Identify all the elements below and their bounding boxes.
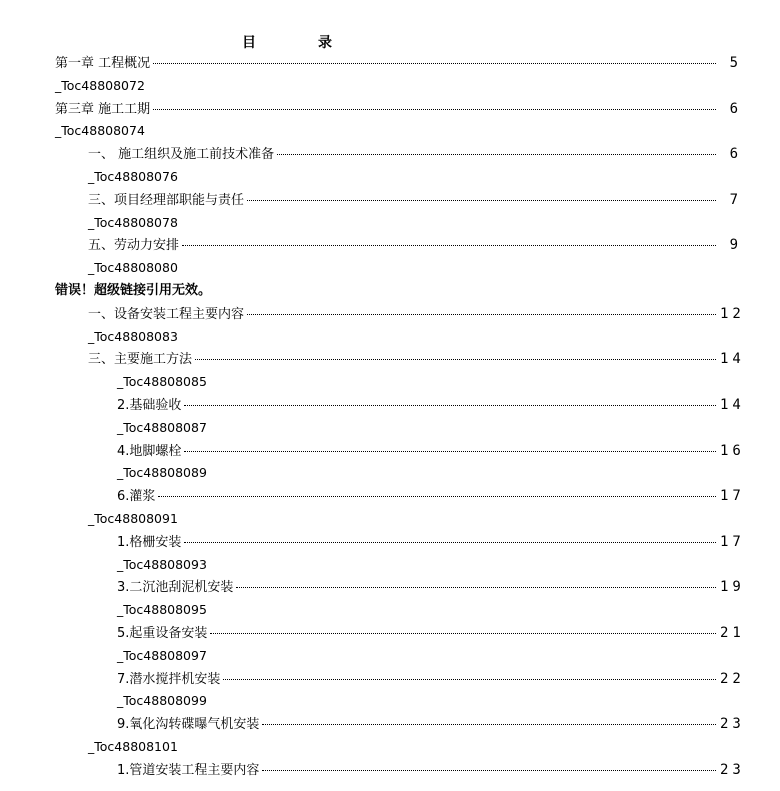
toc-entry-link[interactable]	[117, 668, 745, 692]
toc-entry-label: 第三章 施工工期	[55, 101, 151, 117]
toc-entry-link[interactable]	[117, 485, 745, 509]
toc-anchor-field-code: _Toc48808097	[117, 647, 207, 663]
toc-entry-link[interactable]	[117, 713, 745, 737]
toc-row	[0, 234, 780, 257]
toc-row	[0, 622, 780, 645]
toc-row	[0, 98, 780, 121]
toc-anchor-field-code: _Toc48808085	[117, 374, 207, 390]
toc-anchor-field-code: _Toc48808078	[88, 214, 178, 230]
toc-row	[0, 257, 780, 280]
dot-leader	[182, 231, 716, 246]
toc-row	[0, 531, 780, 554]
toc-anchor-field-code: _Toc48808076	[88, 168, 178, 184]
toc-row	[0, 348, 780, 371]
toc-row	[0, 52, 780, 75]
toc-entry-label: 9.氧化沟转碟曝气机安装	[117, 717, 260, 733]
toc-page-number: 16	[720, 442, 745, 459]
hyperlink-error-message: 错误！超级链接引用无效。	[55, 282, 212, 298]
dot-leader	[262, 710, 716, 725]
dot-leader	[184, 528, 716, 543]
toc-anchor-field-code: _Toc48808087	[117, 419, 207, 435]
toc-entry-label: 2.基础验收	[117, 397, 182, 413]
toc-row	[0, 440, 780, 463]
toc-anchor-field-code: _Toc48808091	[88, 510, 178, 526]
toc-entry-link[interactable]	[117, 622, 745, 646]
toc-entry-label: 一、设备安装工程主要内容	[88, 306, 245, 322]
toc-anchor-field-code: _Toc48808099	[117, 693, 207, 709]
toc-row	[0, 394, 780, 417]
toc-page-number: 22	[720, 670, 745, 687]
toc-entry-label: 3.二沉池刮泥机安装	[117, 580, 234, 596]
toc-entry-label: 第一章 工程概况	[55, 56, 151, 71]
toc-page-number: 23	[720, 716, 745, 733]
toc-row	[0, 668, 780, 691]
dot-leader	[210, 619, 716, 634]
dot-leader	[262, 756, 716, 771]
toc-page-number: 14	[720, 396, 745, 413]
toc-title-char-2: 录	[318, 35, 332, 51]
toc-entry-label: 7.潜水搅拌机安装	[117, 671, 221, 687]
toc-entry-link[interactable]	[88, 189, 742, 213]
dot-leader	[184, 391, 716, 406]
toc-entry-label: 1.管道安装工程主要内容	[117, 762, 260, 778]
toc-page-number: 19	[720, 579, 745, 596]
toc-entry-label: 一、 施工组织及施工前技术准备	[88, 147, 275, 163]
toc-entry-label: 五、劳动力安排	[88, 238, 180, 254]
toc-row	[0, 189, 780, 212]
toc-row	[0, 713, 780, 736]
toc-entry-label: 三、主要施工方法	[88, 352, 193, 368]
toc-anchor-field-code: _Toc48808089	[117, 465, 207, 481]
dot-leader	[247, 186, 716, 201]
dot-leader	[277, 140, 716, 155]
toc-page-number: 23	[720, 761, 745, 778]
dot-leader	[247, 300, 716, 315]
toc-entry-link[interactable]	[117, 394, 745, 418]
toc-anchor-field-code: _Toc48808095	[117, 602, 207, 618]
toc-page-number: 9	[729, 237, 742, 254]
toc-page-number: 14	[720, 351, 745, 368]
toc-anchor-field-code: _Toc48808101	[88, 738, 178, 754]
toc-page-number: 17	[720, 488, 745, 505]
toc-anchor-field-code: _Toc48808080	[88, 260, 178, 276]
dot-leader	[236, 573, 716, 588]
toc-entry-link[interactable]	[88, 348, 745, 372]
toc-entry-link[interactable]	[55, 98, 742, 122]
toc-entry-link[interactable]	[117, 759, 745, 783]
toc-entry-link[interactable]	[88, 303, 745, 327]
toc-entry-label: 三、项目经理部职能与责任	[88, 192, 245, 208]
toc-row	[0, 485, 780, 508]
toc-row	[0, 759, 780, 782]
toc-entry-label: 6.灌浆	[117, 489, 156, 505]
toc-page-number: 6	[729, 100, 742, 117]
toc-page-number: 21	[720, 624, 745, 641]
dot-leader	[158, 482, 716, 497]
toc-entry-link[interactable]	[117, 531, 745, 555]
table-of-contents	[0, 52, 780, 782]
dot-leader	[195, 345, 716, 360]
toc-entry-link[interactable]	[88, 143, 742, 167]
toc-anchor-field-code: _Toc48808074	[55, 123, 145, 139]
dot-leader	[223, 665, 716, 680]
toc-entry-link[interactable]	[55, 52, 742, 76]
toc-entry-label: 4.地脚螺栓	[117, 443, 182, 459]
toc-entry-link[interactable]	[117, 440, 745, 464]
dot-leader	[153, 95, 716, 110]
toc-row	[0, 303, 780, 326]
toc-anchor-field-code: _Toc48808083	[88, 328, 178, 344]
toc-page-number: 5	[729, 55, 742, 71]
toc-page-number: 17	[720, 533, 745, 550]
dot-leader	[153, 49, 716, 64]
toc-page-number: 6	[729, 146, 742, 163]
toc-entry-label: 5.起重设备安装	[117, 625, 208, 641]
toc-entry-label: 1.格栅安装	[117, 534, 182, 550]
dot-leader	[184, 437, 716, 452]
toc-anchor-field-code: _Toc48808093	[117, 556, 207, 572]
toc-page-number: 7	[729, 191, 742, 208]
toc-title-char-1: 目	[242, 35, 256, 51]
toc-row	[0, 576, 780, 599]
toc-row	[0, 143, 780, 166]
toc-page-number: 12	[720, 305, 745, 322]
toc-entry-link[interactable]	[117, 576, 745, 600]
toc-anchor-field-code: _Toc48808072	[55, 77, 145, 93]
toc-entry-link[interactable]	[88, 234, 742, 258]
